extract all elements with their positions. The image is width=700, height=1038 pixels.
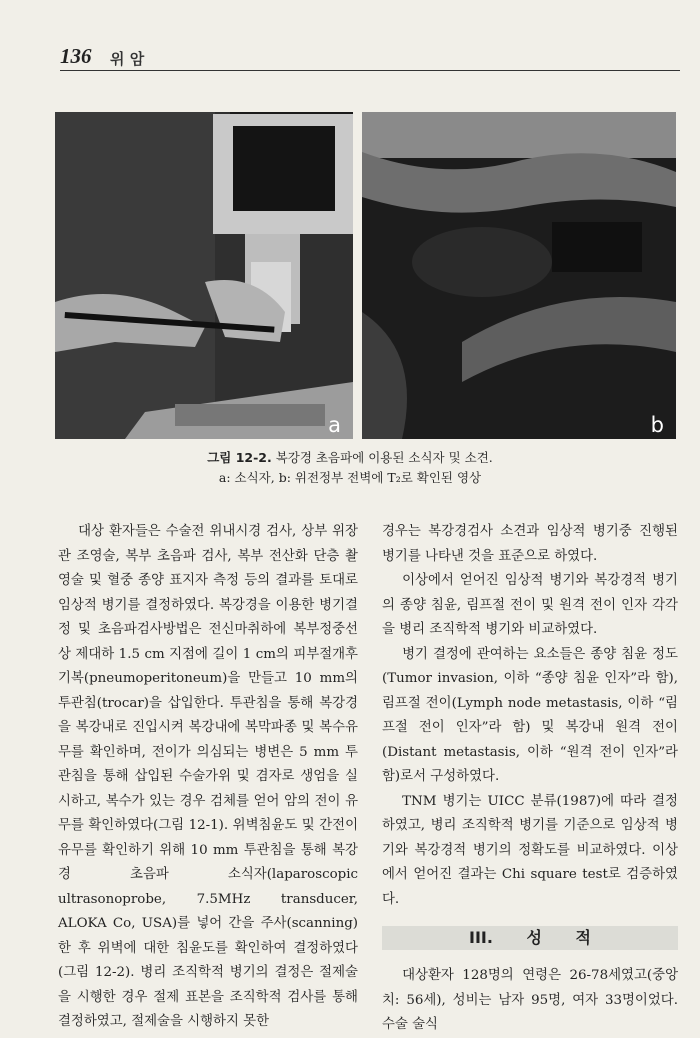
probe-photo [55, 112, 353, 439]
left-column [58, 520, 358, 1035]
figure-number: 그림 12-2. [207, 450, 272, 465]
figure-panel-b [362, 112, 676, 439]
figure-caption-title: 복강경 초음파에 이용된 소식자 및 소견. [275, 450, 493, 465]
body-paragraph: 경우는 복강경검사 소견과 임상적 병기중 진행된 병기를 나타낸 것을 표준으로 하였다. [382, 524, 678, 564]
section-heading-results: III. 성 적 [382, 926, 678, 950]
right-column [382, 520, 678, 1038]
panel-label-a: a [328, 413, 341, 437]
body-paragraph: 병기 결정에 관여하는 요소들은 종양 침윤 정도(Tumor invasion, 이하 “종양 침윤 인자”라 함), 림프절 전이(Lymph node metastasis, 이하 “림프절 전이 인자”라 함) 및 복강내 원격 전이(Distant metastasis, 이하 “원격 전이 인자”라 함)로서 구성하였다. [382, 646, 678, 784]
panel-label-b: b [650, 413, 664, 437]
body-paragraph: 대상 환자들은 수술전 위내시경 검사, 상부 위장관 조영술, 복부 초음파 검사, 복부 전산화 단층 촬영술 및 혈중 종양 표지자 측정 등의 결과를 토대로 임상적 병기를 결정하였다. 복강경을 이용한 병기결정 및 초음파검사방법은 전신마취하에 복부정중선상 제대하 1.5 cm 지점에 길이 1 cm의 피부절개후 기복(pneumoperitoneum)을 만들고 10 mm의 투관침(trocar)을 삽입한다. 투관침을 통해 복강경을 복강내로 진입시켜 복강내에 복막파종 및 복수유무를 확인하며, 전이가 의심되는 병변은 5 mm 투관침을 통해 삽입된 수술가위 및 겸자로 생엄을 실시하고, 복수가 있는 경우 검체를 얻어 암의 전이 유무를 확인하였다(그림 12-1). 위벽침윤도 및 간전이 유무를 확인하기 위해 10 mm 투관침을 통해 복강경 초음파 소식자(laparoscopic ultrasonoprobe, 7.5MHz transducer, ALOKA Co, USA)를 넣어 간을 주사(scanning)한 후 위벽에 대한 침윤도를 확인하여 결정하였다(그림 12-2). 병리 조직학적 병기의 결정은 절제술을 시행한 경우 절제 표본을 조직학적 검사를 통해 결정하였고, 절제술을 시행하지 못한 [58, 524, 358, 1029]
ultrasound-image [362, 112, 676, 439]
body-paragraph: TNM 병기는 UICC 분류(1987)에 따라 결정하였고, 병리 조직학적 병기를 기준으로 임상적 병기와 복강경적 병기의 정확도를 비교하였다. 이상에서 얻어진 결과는 Chi square test로 검증하였다. [382, 793, 678, 907]
page-header [60, 42, 680, 71]
figure-caption [0, 448, 700, 466]
running-title: 위 암 [110, 50, 145, 68]
body-paragraph: 이상에서 얻어진 임상적 병기와 복강경적 병기의 종양 침윤, 림프절 전이 및 원격 전이 인자 각각을 병리 조직학적 병기와 비교하였다. [382, 573, 678, 637]
figure-panel-a [55, 112, 353, 439]
body-paragraph: 대상환자 128명의 연령은 26-78세였고(중앙치: 56세), 성비는 남자 95명, 여자 33명이었다. 수술 술식 [382, 968, 678, 1032]
page-number: 136 [60, 44, 92, 68]
figure-subcaption: a: 소식자, b: 위전정부 전벽에 T₂로 확인된 영상 [218, 470, 482, 485]
